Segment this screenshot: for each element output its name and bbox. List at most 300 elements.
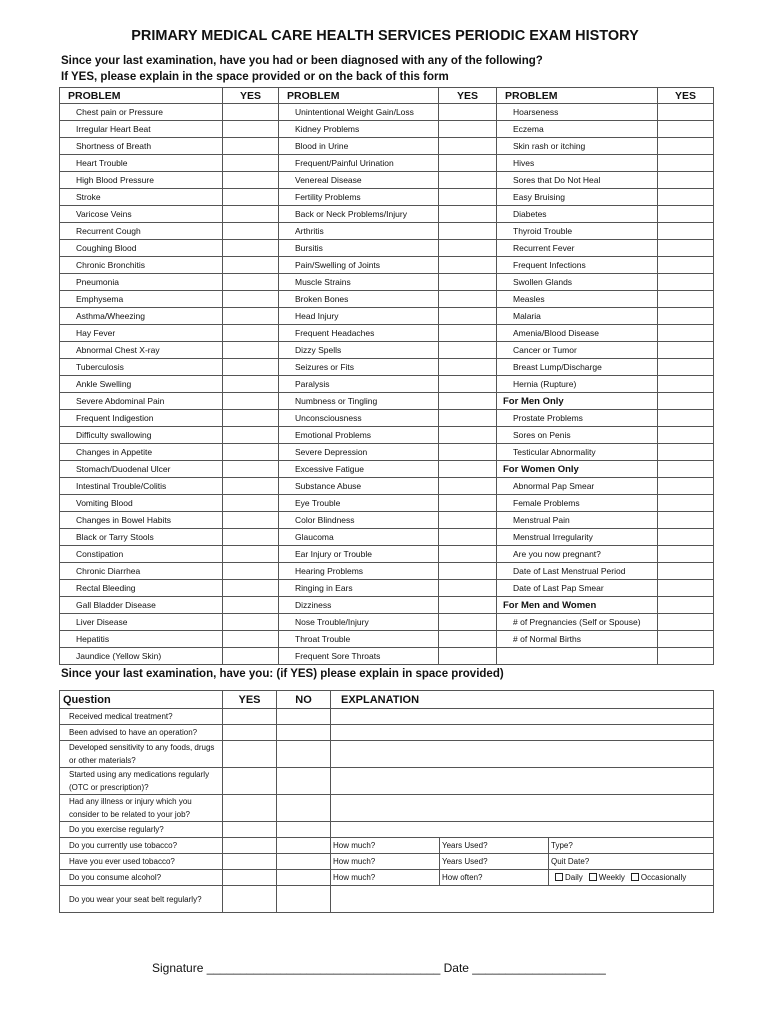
option-label: Weekly — [598, 873, 625, 882]
yes-cell[interactable] — [439, 427, 497, 444]
problem-label: Gall Bladder Disease — [60, 597, 223, 614]
yes-cell[interactable] — [223, 597, 279, 614]
yes-cell[interactable] — [658, 410, 714, 427]
problem-label: Hearing Problems — [279, 563, 439, 580]
yes-cell[interactable] — [658, 308, 714, 325]
problem-label: Tuberculosis — [60, 359, 223, 376]
checkbox-icon[interactable] — [631, 873, 639, 881]
problem-label: Hay Fever — [60, 325, 223, 342]
question-label: Been advised to have an operation? — [60, 725, 223, 741]
table-row — [60, 529, 714, 546]
problem-label: Excessive Fatigue — [279, 461, 439, 478]
problem-label: Chronic Diarrhea — [60, 563, 223, 580]
yes-cell[interactable] — [658, 580, 714, 597]
problem-label: Swollen Glands — [497, 274, 658, 291]
problem-label: Heart Trouble — [60, 155, 223, 172]
problem-label: # of Pregnancies (Self or Spouse) — [497, 614, 658, 631]
yes-cell[interactable] — [223, 359, 279, 376]
yes-cell[interactable] — [439, 342, 497, 359]
yes-cell[interactable] — [223, 342, 279, 359]
table-row — [60, 427, 714, 444]
table-row — [60, 138, 714, 155]
yes-cell[interactable] — [223, 546, 279, 563]
problem-label: Glaucoma — [279, 529, 439, 546]
yes-cell[interactable] — [439, 597, 497, 614]
question-label: Do you consume alcohol? — [60, 870, 223, 886]
problem-label: Severe Depression — [279, 444, 439, 461]
table-row — [60, 189, 714, 206]
table-row — [60, 308, 714, 325]
yes-cell[interactable] — [439, 393, 497, 410]
yes-cell[interactable] — [223, 393, 279, 410]
table-row — [60, 104, 714, 121]
table-row — [60, 461, 714, 478]
yes-cell[interactable] — [223, 308, 279, 325]
yes-cell[interactable] — [658, 104, 714, 121]
table-row — [60, 648, 714, 665]
yes-header: YES — [223, 691, 277, 709]
yes-cell[interactable] — [658, 291, 714, 308]
yes-header: YES — [658, 88, 714, 104]
checkbox-icon[interactable] — [589, 873, 597, 881]
problem-label — [497, 648, 658, 665]
yes-cell[interactable] — [223, 240, 279, 257]
problem-label: Dizziness — [279, 597, 439, 614]
yes-cell[interactable] — [658, 614, 714, 631]
problem-label: Ear Injury or Trouble — [279, 546, 439, 563]
question-row — [60, 854, 714, 870]
question-label: Do you exercise regularly? — [60, 822, 223, 838]
table-row — [60, 512, 714, 529]
yes-cell[interactable] — [439, 240, 497, 257]
yes-cell[interactable] — [439, 359, 497, 376]
yes-cell[interactable] — [223, 709, 277, 725]
problem-label: Frequent Indigestion — [60, 410, 223, 427]
signature-date-line[interactable]: Signature ___________________________________ Date ____________________ — [152, 961, 606, 975]
yes-cell[interactable] — [658, 563, 714, 580]
question-row — [60, 886, 714, 913]
duration-field[interactable]: How often? — [440, 870, 549, 886]
problem-label: Asthma/Wheezing — [60, 308, 223, 325]
table-row — [60, 342, 714, 359]
yes-cell[interactable] — [439, 155, 497, 172]
table-row — [60, 223, 714, 240]
problem-label: Varicose Veins — [60, 206, 223, 223]
problem-label: Female Problems — [497, 495, 658, 512]
explanation-cell[interactable] — [331, 725, 714, 741]
problem-header: PROBLEM — [497, 88, 658, 104]
detail-field[interactable]: Type? — [549, 838, 714, 854]
problem-label: Chest pain or Pressure — [60, 104, 223, 121]
section-label: For Women Only — [497, 461, 658, 478]
problem-label: Breast Lump/Discharge — [497, 359, 658, 376]
yes-cell[interactable] — [439, 376, 497, 393]
yes-cell[interactable] — [439, 206, 497, 223]
problem-label: Ankle Swelling — [60, 376, 223, 393]
problem-label: Liver Disease — [60, 614, 223, 631]
problem-label: Nose Trouble/Injury — [279, 614, 439, 631]
explanation-cell[interactable] — [331, 795, 714, 822]
yes-cell[interactable] — [439, 444, 497, 461]
table-row — [60, 495, 714, 512]
yes-cell[interactable] — [223, 138, 279, 155]
table-row — [60, 206, 714, 223]
yes-cell[interactable] — [223, 121, 279, 138]
yes-cell[interactable] — [223, 495, 279, 512]
yes-cell[interactable] — [223, 563, 279, 580]
question-row — [60, 709, 714, 725]
yes-cell[interactable] — [439, 631, 497, 648]
page-title: PRIMARY MEDICAL CARE HEALTH SERVICES PERIODIC EXAM HISTORY — [131, 28, 639, 44]
problem-label: Testicular Abnormality — [497, 444, 658, 461]
problem-label: Intestinal Trouble/Colitis — [60, 478, 223, 495]
question-row — [60, 870, 714, 886]
no-cell[interactable] — [277, 725, 331, 741]
problem-label: Recurrent Cough — [60, 223, 223, 240]
problem-label: Abnormal Pap Smear — [497, 478, 658, 495]
yes-cell[interactable] — [223, 444, 279, 461]
yes-cell[interactable] — [658, 155, 714, 172]
yes-cell[interactable] — [658, 597, 714, 614]
yes-cell[interactable] — [223, 155, 279, 172]
problem-label: Broken Bones — [279, 291, 439, 308]
question-row — [60, 768, 714, 795]
yes-cell[interactable] — [658, 444, 714, 461]
problem-label: Numbness or Tingling — [279, 393, 439, 410]
how-much-field[interactable]: How much? — [331, 870, 440, 886]
question-row — [60, 838, 714, 854]
detail-field[interactable]: Quit Date? — [549, 854, 714, 870]
question-label: Developed sensitivity to any foods, drugs or other materials? — [60, 741, 223, 768]
problem-label: Frequent Headaches — [279, 325, 439, 342]
problem-label: Paralysis — [279, 376, 439, 393]
table-row — [60, 410, 714, 427]
table-row — [60, 257, 714, 274]
table-row — [60, 614, 714, 631]
question-row — [60, 795, 714, 822]
problem-label: Severe Abdominal Pain — [60, 393, 223, 410]
problem-label: Frequent Sore Throats — [279, 648, 439, 665]
question-header: Question — [60, 691, 223, 709]
yes-cell[interactable] — [223, 886, 277, 913]
yes-cell[interactable] — [658, 342, 714, 359]
question-row — [60, 822, 714, 838]
no-cell[interactable] — [277, 822, 331, 838]
problem-header: PROBLEM — [60, 88, 223, 104]
table-row — [60, 325, 714, 342]
problem-label: Thyroid Trouble — [497, 223, 658, 240]
yes-cell[interactable] — [439, 478, 497, 495]
yes-cell[interactable] — [439, 563, 497, 580]
problem-label: Sores on Penis — [497, 427, 658, 444]
no-cell[interactable] — [277, 768, 331, 795]
table-row — [60, 563, 714, 580]
table-row — [60, 631, 714, 648]
option-label: Occasionally — [640, 873, 687, 882]
yes-cell[interactable] — [223, 870, 277, 886]
yes-cell[interactable] — [658, 631, 714, 648]
yes-cell[interactable] — [223, 206, 279, 223]
problems-table — [59, 87, 714, 665]
yes-cell[interactable] — [439, 138, 497, 155]
yes-cell[interactable] — [439, 495, 497, 512]
problem-label: Rectal Bleeding — [60, 580, 223, 597]
question-label: Had any illness or injury which you consider to be related to your job? — [60, 795, 223, 822]
yes-cell[interactable] — [223, 838, 277, 854]
yes-cell[interactable] — [439, 223, 497, 240]
explanation-cell[interactable] — [331, 822, 714, 838]
yes-cell[interactable] — [658, 189, 714, 206]
problem-label: Measles — [497, 291, 658, 308]
intro-instruction: If YES, please explain in the space provided or on the back of this form — [61, 71, 449, 83]
how-much-field[interactable]: How much? — [331, 838, 440, 854]
problem-label: Prostate Problems — [497, 410, 658, 427]
problem-label: Ringing in Ears — [279, 580, 439, 597]
yes-cell[interactable] — [439, 257, 497, 274]
yes-cell[interactable] — [223, 648, 279, 665]
yes-cell[interactable] — [223, 580, 279, 597]
duration-field[interactable]: Years Used? — [440, 854, 549, 870]
yes-cell[interactable] — [658, 257, 714, 274]
yes-cell[interactable] — [658, 359, 714, 376]
yes-cell[interactable] — [223, 768, 277, 795]
yes-cell[interactable] — [439, 291, 497, 308]
table-row — [60, 359, 714, 376]
table-row — [60, 155, 714, 172]
checkbox-icon[interactable] — [555, 873, 563, 881]
table-row — [60, 376, 714, 393]
yes-cell[interactable] — [439, 410, 497, 427]
problem-label: Black or Tarry Stools — [60, 529, 223, 546]
problem-label: Hepatitis — [60, 631, 223, 648]
problem-label: Sores that Do Not Heal — [497, 172, 658, 189]
yes-cell[interactable] — [658, 172, 714, 189]
problem-label: Throat Trouble — [279, 631, 439, 648]
section-label: For Men Only — [497, 393, 658, 410]
problem-label: Recurrent Fever — [497, 240, 658, 257]
no-cell[interactable] — [277, 886, 331, 913]
yes-cell[interactable] — [658, 461, 714, 478]
frequency-options[interactable] — [549, 870, 714, 886]
problem-label: Amenia/Blood Disease — [497, 325, 658, 342]
yes-cell[interactable] — [658, 495, 714, 512]
yes-cell[interactable] — [658, 546, 714, 563]
no-header: NO — [277, 691, 331, 709]
explanation-cell[interactable] — [331, 768, 714, 795]
problem-label: Arthritis — [279, 223, 439, 240]
yes-cell[interactable] — [223, 461, 279, 478]
table-row — [60, 444, 714, 461]
question-label: Do you wear your seat belt regularly? — [60, 886, 223, 913]
yes-cell[interactable] — [658, 121, 714, 138]
problem-label: Unconsciousness — [279, 410, 439, 427]
yes-cell[interactable] — [658, 478, 714, 495]
question-label: Started using any medications regularly (OTC or prescription)? — [60, 768, 223, 795]
problem-label: Hoarseness — [497, 104, 658, 121]
table-row — [60, 478, 714, 495]
problem-label: Eczema — [497, 121, 658, 138]
yes-cell[interactable] — [223, 427, 279, 444]
question-label: Have you ever used tobacco? — [60, 854, 223, 870]
yes-cell[interactable] — [658, 206, 714, 223]
problem-label: Substance Abuse — [279, 478, 439, 495]
yes-cell[interactable] — [439, 648, 497, 665]
how-much-field[interactable]: How much? — [331, 854, 440, 870]
questions-subheading: Since your last examination, have you: (if YES) please explain in space provided) — [61, 668, 504, 680]
yes-cell[interactable] — [658, 427, 714, 444]
question-row — [60, 725, 714, 741]
problem-label: Pain/Swelling of Joints — [279, 257, 439, 274]
yes-cell[interactable] — [658, 223, 714, 240]
yes-cell[interactable] — [439, 325, 497, 342]
table-row — [60, 121, 714, 138]
problem-label: Eye Trouble — [279, 495, 439, 512]
yes-cell[interactable] — [439, 614, 497, 631]
yes-cell[interactable] — [439, 580, 497, 597]
yes-cell[interactable] — [658, 138, 714, 155]
yes-header: YES — [439, 88, 497, 104]
problem-label: Vomiting Blood — [60, 495, 223, 512]
yes-cell[interactable] — [439, 461, 497, 478]
no-cell[interactable] — [277, 838, 331, 854]
yes-cell[interactable] — [658, 325, 714, 342]
problem-label: Easy Bruising — [497, 189, 658, 206]
problem-label: Dizzy Spells — [279, 342, 439, 359]
yes-cell[interactable] — [223, 172, 279, 189]
problem-label: Diabetes — [497, 206, 658, 223]
problem-label: Constipation — [60, 546, 223, 563]
table-row — [60, 291, 714, 308]
problem-label: Difficulty swallowing — [60, 427, 223, 444]
yes-cell[interactable] — [439, 512, 497, 529]
table-row — [60, 546, 714, 563]
problem-header: PROBLEM — [279, 88, 439, 104]
yes-cell[interactable] — [658, 529, 714, 546]
yes-cell[interactable] — [223, 854, 277, 870]
yes-cell[interactable] — [223, 741, 277, 768]
problem-label: Hernia (Rupture) — [497, 376, 658, 393]
yes-cell[interactable] — [223, 223, 279, 240]
yes-cell[interactable] — [223, 410, 279, 427]
yes-cell[interactable] — [223, 822, 277, 838]
problem-label: Are you now pregnant? — [497, 546, 658, 563]
problem-label: Shortness of Breath — [60, 138, 223, 155]
problem-label: Jaundice (Yellow Skin) — [60, 648, 223, 665]
yes-cell[interactable] — [439, 308, 497, 325]
problem-label: Back or Neck Problems/Injury — [279, 206, 439, 223]
table-row — [60, 172, 714, 189]
problem-label: # of Normal Births — [497, 631, 658, 648]
question-label: Received medical treatment? — [60, 709, 223, 725]
table-row — [60, 274, 714, 291]
yes-cell[interactable] — [658, 512, 714, 529]
duration-field[interactable]: Years Used? — [440, 838, 549, 854]
option-label: Daily — [565, 873, 583, 882]
yes-cell[interactable] — [223, 376, 279, 393]
yes-cell[interactable] — [223, 257, 279, 274]
table-row — [60, 393, 714, 410]
yes-cell[interactable] — [658, 274, 714, 291]
problem-label: Color Blindness — [279, 512, 439, 529]
problem-label: Emotional Problems — [279, 427, 439, 444]
problem-label: Fertility Problems — [279, 189, 439, 206]
table-row — [60, 597, 714, 614]
yes-cell[interactable] — [223, 614, 279, 631]
yes-cell[interactable] — [439, 104, 497, 121]
yes-cell[interactable] — [223, 529, 279, 546]
problem-label: Chronic Bronchitis — [60, 257, 223, 274]
yes-cell[interactable] — [439, 274, 497, 291]
problem-label: Frequent Infections — [497, 257, 658, 274]
problem-label: Date of Last Menstrual Period — [497, 563, 658, 580]
yes-cell[interactable] — [223, 189, 279, 206]
problem-label: Menstrual Irregularity — [497, 529, 658, 546]
problem-label: Irregular Heart Beat — [60, 121, 223, 138]
yes-cell[interactable] — [439, 546, 497, 563]
explanation-cell[interactable] — [331, 886, 714, 913]
yes-cell[interactable] — [658, 648, 714, 665]
yes-cell[interactable] — [223, 478, 279, 495]
problem-label: Pneumonia — [60, 274, 223, 291]
problem-label: Changes in Appetite — [60, 444, 223, 461]
yes-cell[interactable] — [223, 725, 277, 741]
no-cell[interactable] — [277, 709, 331, 725]
yes-cell[interactable] — [223, 104, 279, 121]
problem-label: Head Injury — [279, 308, 439, 325]
yes-cell[interactable] — [223, 291, 279, 308]
question-label: Do you currently use tobacco? — [60, 838, 223, 854]
problem-label: Coughing Blood — [60, 240, 223, 257]
problem-label: Skin rash or itching — [497, 138, 658, 155]
explanation-header: EXPLANATION — [331, 691, 714, 709]
problem-label: Date of Last Pap Smear — [497, 580, 658, 597]
yes-cell[interactable] — [223, 631, 279, 648]
explanation-cell[interactable] — [331, 741, 714, 768]
yes-cell[interactable] — [439, 121, 497, 138]
section-label: For Men and Women — [497, 597, 658, 614]
table-row — [60, 580, 714, 597]
questions-table — [59, 690, 714, 913]
yes-cell[interactable] — [658, 376, 714, 393]
explanation-cell[interactable] — [331, 709, 714, 725]
yes-cell[interactable] — [223, 512, 279, 529]
problem-label: Frequent/Painful Urination — [279, 155, 439, 172]
yes-cell[interactable] — [223, 325, 279, 342]
problem-label: Emphysema — [60, 291, 223, 308]
problem-label: Kidney Problems — [279, 121, 439, 138]
problem-label: Changes in Bowel Habits — [60, 512, 223, 529]
yes-cell[interactable] — [439, 189, 497, 206]
problem-label: Venereal Disease — [279, 172, 439, 189]
no-cell[interactable] — [277, 795, 331, 822]
problem-label: Hives — [497, 155, 658, 172]
yes-cell[interactable] — [223, 274, 279, 291]
problem-label: Stomach/Duodenal Ulcer — [60, 461, 223, 478]
yes-cell[interactable] — [658, 393, 714, 410]
problem-label: Seizures or Fits — [279, 359, 439, 376]
yes-cell[interactable] — [439, 172, 497, 189]
yes-cell[interactable] — [439, 529, 497, 546]
yes-cell[interactable] — [658, 240, 714, 257]
problem-label: Unintentional Weight Gain/Loss — [279, 104, 439, 121]
no-cell[interactable] — [277, 854, 331, 870]
yes-header: YES — [223, 88, 279, 104]
yes-cell[interactable] — [223, 795, 277, 822]
problem-label: Abnormal Chest X-ray — [60, 342, 223, 359]
problem-label: Menstrual Pain — [497, 512, 658, 529]
no-cell[interactable] — [277, 870, 331, 886]
no-cell[interactable] — [277, 741, 331, 768]
